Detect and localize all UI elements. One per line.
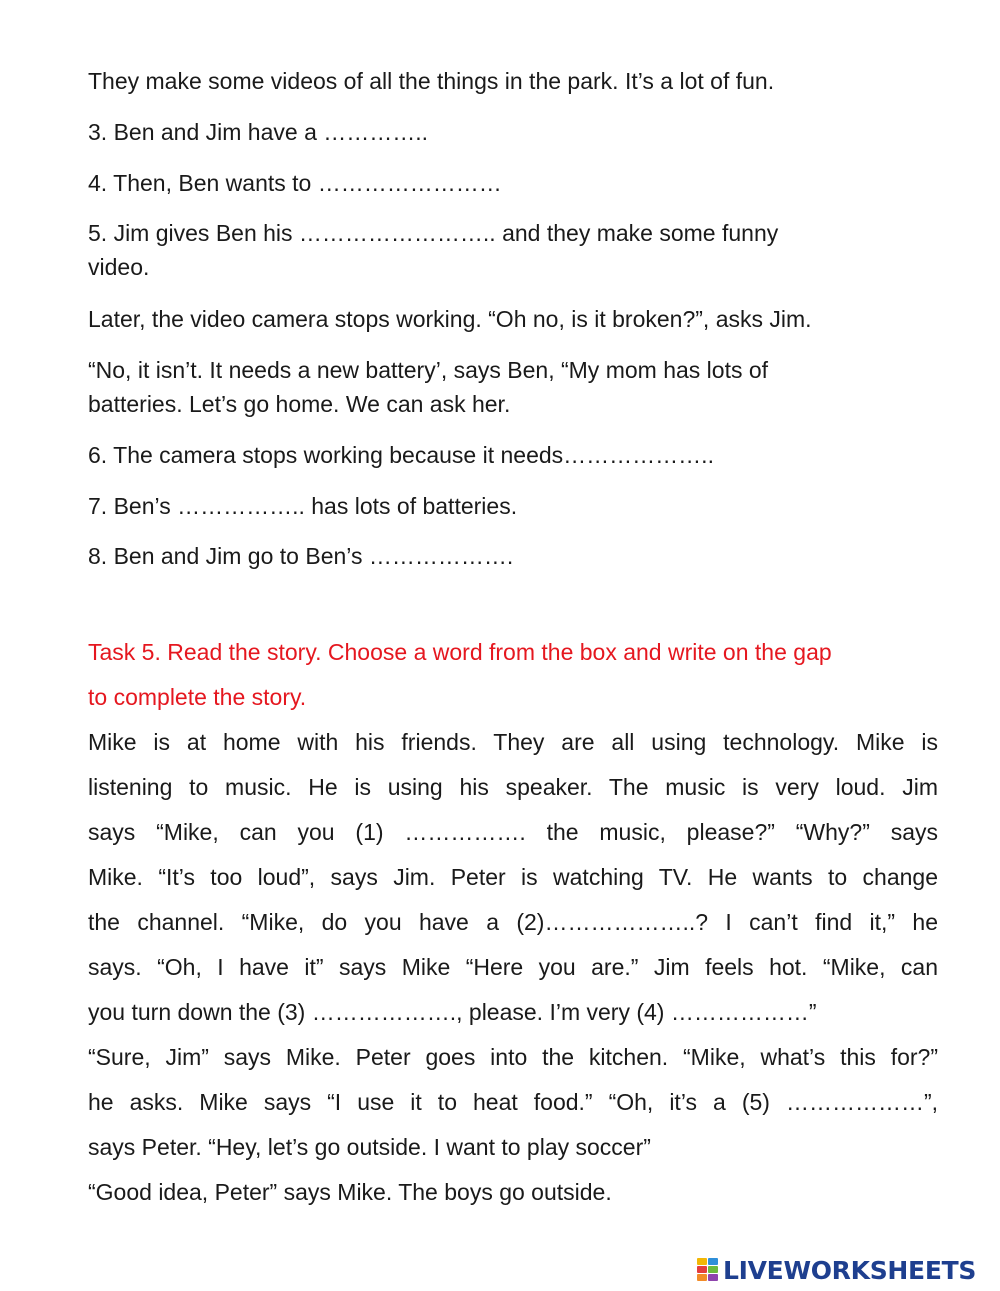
question-8: 8. Ben and Jim go to Ben’s ………………. [88,543,514,569]
question-7: 7. Ben’s …………….. has lots of batteries. [88,493,518,519]
task-5-story-line: listening to music. He is using his speaker. The music is very loud. Jim [88,774,938,800]
task-5-instruction-line-1: Task 5. Read the story. Choose a word from the box and write on the gap [88,639,832,665]
task-5-story-line: the channel. “Mike, do you have a (2)………………..? I can’t find it,” he [88,909,938,935]
liveworksheets-logo[interactable] [697,1254,976,1286]
question-5-line-1: 5. Jim gives Ben his …………………….. and they make some funny [88,220,779,246]
task-5-story-line: says “Mike, can you (1) ……………. the music, please?” “Why?” says [88,819,938,845]
question-4: 4. Then, Ben wants to …………………… [88,170,502,196]
logo-tile [708,1274,718,1281]
logo-tile [708,1258,718,1265]
logo-tile [697,1274,707,1281]
question-5-line-2: video. [88,254,150,280]
question-3: 3. Ben and Jim have a ………….. [88,119,429,145]
task-5-instruction-line-2: to complete the story. [88,684,307,710]
liveworksheets-logo-icon [697,1258,719,1282]
task-5-story-line: you turn down the (3) ………………., please. I’m very (4) ………………” [88,999,817,1025]
story-paragraph-battery-line-2: batteries. Let’s go home. We can ask her. [88,391,511,417]
task-5-story-line: “Sure, Jim” says Mike. Peter goes into the kitchen. “Mike, what’s this for?” [88,1044,938,1070]
task-5-story-line: “Good idea, Peter” says Mike. The boys go outside. [88,1179,612,1205]
story-paragraph-battery-line-1: “No, it isn’t. It needs a new battery’, says Ben, “My mom has lots of [88,357,769,383]
task-5-story-line: Mike. “It’s too loud”, says Jim. Peter is watching TV. He wants to change [88,864,938,890]
liveworksheets-brand-text: LIVEWORKSHEETS [723,1255,977,1285]
question-6: 6. The camera stops working because it needs……………….. [88,442,714,468]
task-5-story-line: he asks. Mike says “I use it to heat food.” “Oh, it’s a (5) ………………”, [88,1089,938,1115]
task-5-story-line: says Peter. “Hey, let’s go outside. I want to play soccer” [88,1134,651,1160]
story-paragraph-camera: Later, the video camera stops working. “Oh no, is it broken?”, asks Jim. [88,306,812,332]
logo-tile [697,1266,707,1273]
task-5-story-line: says. “Oh, I have it” says Mike “Here you are.” Jim feels hot. “Mike, can [88,954,938,980]
logo-tile [708,1266,718,1273]
logo-tile [697,1258,707,1265]
story-paragraph-intro: They make some videos of all the things in the park. It’s a lot of fun. [88,68,775,94]
task-5-story-line: Mike is at home with his friends. They are all using technology. Mike is [88,729,938,755]
